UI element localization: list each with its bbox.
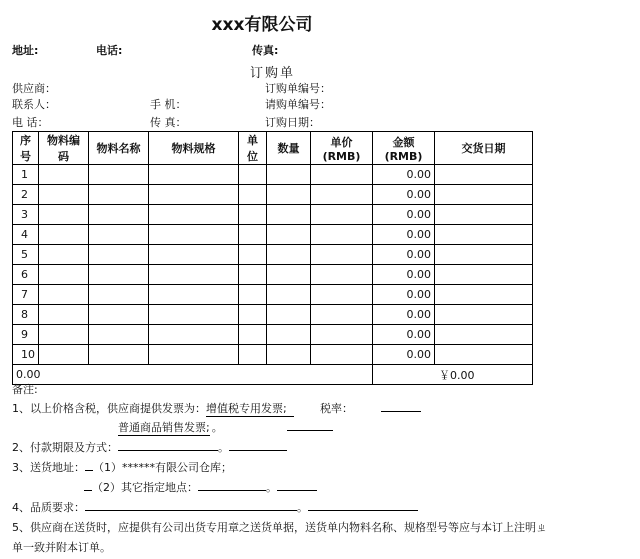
table-cell[interactable]	[89, 345, 149, 365]
table-cell[interactable]	[311, 325, 373, 345]
table-cell[interactable]	[435, 205, 533, 225]
invoice-type-b: 普通商品销售发票;	[118, 421, 210, 434]
amount-cell: 0.00	[373, 285, 435, 305]
table-cell[interactable]	[435, 165, 533, 185]
table-cell[interactable]	[89, 305, 149, 325]
invoice-type: 增值税专用发票;	[206, 400, 294, 417]
column-header: 单位	[239, 132, 267, 165]
table-cell[interactable]	[149, 225, 239, 245]
table-cell[interactable]	[239, 205, 267, 225]
row-number: 8	[13, 305, 39, 325]
table-row	[13, 245, 533, 265]
company-name: xxx有限公司	[211, 15, 313, 35]
row-number: 7	[13, 285, 39, 305]
table-cell[interactable]	[89, 185, 149, 205]
amount-cell: 0.00	[373, 165, 435, 185]
payment-blank-2[interactable]	[229, 450, 287, 451]
row-number: 1	[13, 165, 39, 185]
table-row	[13, 345, 533, 365]
note-3	[12, 459, 232, 475]
table-cell[interactable]	[39, 205, 89, 225]
table-cell[interactable]	[239, 165, 267, 185]
note-2-text: 2、付款期限及方式：	[12, 441, 118, 454]
note-1	[12, 400, 421, 417]
table-cell[interactable]	[267, 305, 311, 325]
note-4-text: 4、品质要求：	[12, 501, 85, 514]
table-cell[interactable]	[267, 285, 311, 305]
table-cell[interactable]	[435, 325, 533, 345]
note-1b-blank[interactable]	[287, 430, 333, 431]
table-row	[13, 305, 533, 325]
note-2-dot: 。	[218, 441, 229, 454]
table-cell[interactable]	[435, 285, 533, 305]
table-cell[interactable]	[435, 265, 533, 285]
row-number: 5	[13, 245, 39, 265]
table-cell[interactable]	[239, 305, 267, 325]
table-cell[interactable]	[239, 245, 267, 265]
table-cell[interactable]	[149, 245, 239, 265]
table-cell[interactable]	[267, 165, 311, 185]
table-row	[13, 205, 533, 225]
table-cell[interactable]	[267, 245, 311, 265]
row-number: 4	[13, 225, 39, 245]
supplier-label: 供应商：	[12, 82, 56, 95]
table-cell[interactable]	[435, 305, 533, 325]
table-cell[interactable]	[149, 345, 239, 365]
table-cell[interactable]	[89, 265, 149, 285]
table-cell[interactable]	[311, 285, 373, 305]
table-cell[interactable]	[239, 225, 267, 245]
note-2	[12, 439, 287, 455]
table-cell[interactable]	[89, 165, 149, 185]
payment-blank[interactable]	[118, 450, 218, 451]
table-cell[interactable]	[267, 185, 311, 205]
amount-cell: 0.00	[373, 185, 435, 205]
table-cell[interactable]	[239, 325, 267, 345]
amount-cell: 0.00	[373, 325, 435, 345]
note-1b-dot: 。	[211, 421, 223, 434]
table-cell[interactable]	[149, 265, 239, 285]
table-cell[interactable]	[39, 285, 89, 305]
address-blank[interactable]	[198, 490, 266, 491]
note-1b	[118, 419, 333, 436]
table-cell[interactable]	[89, 245, 149, 265]
table-cell[interactable]	[149, 205, 239, 225]
column-header: 数量	[267, 132, 311, 165]
total-left: 0.00	[13, 365, 373, 385]
table-cell[interactable]	[39, 345, 89, 365]
row-number: 9	[13, 325, 39, 345]
table-cell[interactable]	[149, 185, 239, 205]
table-cell[interactable]	[267, 205, 311, 225]
table-cell[interactable]	[435, 225, 533, 245]
table-cell[interactable]	[267, 345, 311, 365]
column-header: 序号	[13, 132, 39, 165]
amount-cell: 0.00	[373, 345, 435, 365]
fax-label: 传真:	[252, 44, 279, 57]
table-row	[13, 325, 533, 345]
row-number: 10	[13, 345, 39, 365]
table-row	[13, 185, 533, 205]
column-header: 物料规格	[149, 132, 239, 165]
address-underscore	[85, 470, 93, 471]
amount-cell: 0.00	[373, 305, 435, 325]
table-cell[interactable]	[39, 305, 89, 325]
table-row	[13, 225, 533, 245]
table-row	[13, 265, 533, 285]
table-cell[interactable]	[311, 345, 373, 365]
table-cell[interactable]	[39, 245, 89, 265]
address-underscore-2	[84, 490, 92, 491]
table-cell[interactable]	[267, 225, 311, 245]
total-right: ￥0.00	[373, 365, 533, 385]
table-cell[interactable]	[267, 265, 311, 285]
quality-blank-2[interactable]	[308, 510, 418, 511]
mobile-label: 手 机：	[150, 98, 187, 111]
note-1-text: 1、以上价格含税，供应商提供发票为：	[12, 402, 206, 415]
note-3b	[84, 479, 317, 495]
column-header: 金额(RMB)	[373, 132, 435, 165]
row-number: 2	[13, 185, 39, 205]
row-number: 6	[13, 265, 39, 285]
column-header: 物料名称	[89, 132, 149, 165]
table-cell[interactable]	[435, 345, 533, 365]
table-cell[interactable]	[267, 325, 311, 345]
column-header: 单价(RMB)	[311, 132, 373, 165]
row-number: 3	[13, 205, 39, 225]
table-cell[interactable]	[239, 345, 267, 365]
note-5b: 单一致并附本订单。	[12, 541, 111, 554]
column-header: 物料编码	[39, 132, 89, 165]
table-header-row	[13, 132, 533, 165]
table-cell[interactable]	[311, 165, 373, 185]
tel-label: 电 话：	[12, 116, 49, 129]
tax-label: 税率：	[320, 402, 353, 415]
table-cell[interactable]	[149, 305, 239, 325]
table-cell[interactable]	[239, 265, 267, 285]
phone-label: 电话:	[96, 44, 123, 57]
table-cell[interactable]	[311, 265, 373, 285]
table-cell[interactable]	[149, 325, 239, 345]
amount-cell: 0.00	[373, 265, 435, 285]
amount-cell: 0.00	[373, 245, 435, 265]
table-cell[interactable]	[311, 245, 373, 265]
contact-label: 联系人：	[12, 98, 56, 111]
table-cell[interactable]	[311, 305, 373, 325]
table-cell[interactable]	[89, 205, 149, 225]
note-4	[12, 499, 418, 515]
amount-cell: 0.00	[373, 205, 435, 225]
table-row	[13, 165, 533, 185]
table-cell[interactable]	[149, 165, 239, 185]
note-3-text: 3、送货地址：	[12, 461, 85, 474]
table-cell[interactable]	[39, 265, 89, 285]
table-cell[interactable]	[311, 225, 373, 245]
order-no-label: 订购单编号：	[265, 82, 331, 95]
table-cell[interactable]	[149, 285, 239, 305]
fax-info-label: 传 真：	[150, 116, 187, 129]
note-4-dot: 。	[297, 501, 308, 514]
table-cell[interactable]	[39, 225, 89, 245]
table-cell[interactable]	[435, 185, 533, 205]
table-cell[interactable]	[39, 325, 89, 345]
table-row	[13, 285, 533, 305]
total-row	[13, 365, 533, 385]
notes-heading: 备注:	[12, 383, 38, 396]
address-blank-2[interactable]	[277, 490, 317, 491]
address-option-1: （1）******有限公司仓库；	[93, 461, 232, 474]
table-cell[interactable]	[435, 245, 533, 265]
table-cell[interactable]	[39, 165, 89, 185]
note-3b-dot: 。	[266, 481, 277, 494]
table-cell[interactable]	[311, 205, 373, 225]
column-header: 交货日期	[435, 132, 533, 165]
tax-blank[interactable]	[381, 411, 421, 412]
table-cell[interactable]	[239, 285, 267, 305]
amount-cell: 0.00	[373, 225, 435, 245]
quality-blank[interactable]	[85, 510, 297, 511]
table-cell[interactable]	[239, 185, 267, 205]
order-table	[12, 131, 533, 385]
address-option-2: （2）其它指定地点：	[92, 481, 198, 494]
order-date-label: 订购日期：	[265, 116, 320, 129]
table-cell[interactable]	[39, 185, 89, 205]
address-label: 地址:	[12, 44, 39, 57]
document-title: 订购单	[250, 66, 296, 81]
note-5: 5、供应商在送货时，应提供有公司出货专用章之送货单据，送货单内物料名称、规格型号等应与本订上注明ㄓ	[12, 521, 547, 534]
table-cell[interactable]	[89, 225, 149, 245]
request-no-label: 请购单编号：	[265, 98, 331, 111]
table-cell[interactable]	[89, 325, 149, 345]
table-cell[interactable]	[311, 185, 373, 205]
table-cell[interactable]	[89, 285, 149, 305]
